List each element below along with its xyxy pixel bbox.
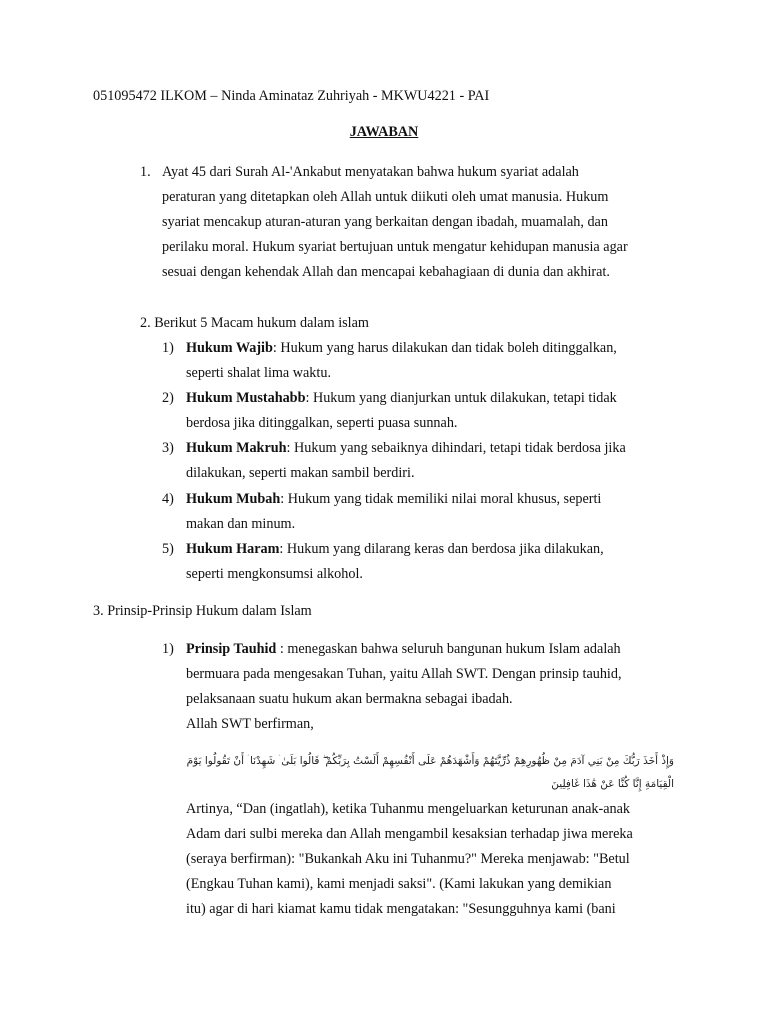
list-item-text: seperti shalat lima waktu. <box>186 365 331 381</box>
answer-1-number: 1. <box>140 164 151 180</box>
list-item-text: : Hukum yang dianjurkan untuk dilakukan, tetapi tidak <box>305 390 617 406</box>
list-item-number: 4) <box>162 491 174 507</box>
list-item-text: makan dan minum. <box>186 516 296 532</box>
list-item-number: 5) <box>162 541 174 557</box>
list-item-term: Hukum Haram <box>186 541 280 557</box>
document-header: 051095472 ILKOM – Ninda Aminataz Zuhriyah - MKWU4221 - PAI <box>93 88 490 104</box>
answer-1-line: peraturan yang ditetapkan oleh Allah untuk diikuti oleh umat manusia. Hukum <box>162 189 609 205</box>
list-item <box>186 340 617 357</box>
list-item-text: : menegaskan bahwa seluruh bangunan hukum Islam adalah <box>276 641 621 657</box>
translation-line: (Engkau Tuhan kami), kami menjadi saksi". (Kami lakukan yang demikian <box>186 876 612 892</box>
translation-line: itu) agar di hari kiamat kamu tidak mengatakan: "Sesungguhnya kami (bani <box>186 901 616 917</box>
list-item-term: Hukum Makruh <box>186 440 287 456</box>
answer-1-line: perilaku moral. Hukum syariat bertujuan untuk mengatur kehidupan manusia agar <box>162 239 628 255</box>
list-item-number: 1) <box>162 641 174 657</box>
answer-1-line: syariat mencakup aturan-aturan yang berkaitan dengan ibadah, muamalah, dan <box>162 214 608 230</box>
list-item-text: : Hukum yang sebaiknya dihindari, tetapi tidak berdosa jika <box>286 440 626 456</box>
list-item-term: Hukum Mubah <box>186 491 281 507</box>
quran-verse: وَإِذْ أَخَذَ رَبُّكَ مِنْ بَنِي آدَمَ مِنْ ظُهُورِهِمْ ذُرِّيَّتَهُمْ وَأَشْهَدَهُمْ عَلَى أَنْفُسِهِمْ أَلَسْتُ بِرَبِّكُمْ ۖ قَالُوا بَلَىٰ ۛ شَهِدْنَا ۛ أَنْ تَقُولُوا يَوْمَ الْقِيَامَةِ إِنَّا كُنَّا عَنْ هَٰذَا غَافِلِينَ <box>186 755 674 790</box>
list-item-term: Prinsip Tauhid <box>186 641 277 657</box>
list-item-text: : Hukum yang harus dilakukan dan tidak boleh ditinggalkan, <box>272 340 617 356</box>
list-item-text: : Hukum yang dilarang keras dan berdosa jika dilakukan, <box>279 541 604 557</box>
list-item-text: seperti mengkonsumsi alkohol. <box>186 566 363 582</box>
list-item <box>186 440 626 457</box>
answer-1-line: sesuai dengan kehendak Allah dan mencapai kebahagiaan di dunia dan akhirat. <box>162 264 610 280</box>
list-item-text: dilakukan, seperti makan sambil berdiri. <box>186 465 415 481</box>
list-item-text: berdosa jika ditinggalkan, seperti puasa sunnah. <box>186 415 458 431</box>
list-item-text: Allah SWT berfirman, <box>186 716 314 732</box>
list-item-number: 1) <box>162 340 174 356</box>
answer-3-intro: 3. Prinsip-Prinsip Hukum dalam Islam <box>93 603 312 619</box>
list-item <box>186 491 601 508</box>
list-item-text: : Hukum yang tidak memiliki nilai moral khusus, seperti <box>280 491 602 507</box>
list-item-number: 3) <box>162 440 174 456</box>
answer-2-intro: 2. Berikut 5 Macam hukum dalam islam <box>140 315 369 331</box>
translation-line: (seraya berfirman): "Bukankah Aku ini Tuhanmu?" Mereka menjawab: "Betul <box>186 851 630 867</box>
list-item-number: 2) <box>162 390 174 406</box>
page-title: JAWABAN <box>349 124 419 140</box>
list-item <box>186 541 604 558</box>
list-item-text: bermuara pada mengesakan Tuhan, yaitu Allah SWT. Dengan prinsip tauhid, <box>186 666 622 682</box>
list-item-term: Hukum Mustahabb <box>186 390 306 406</box>
list-item-term: Hukum Wajib <box>186 340 273 356</box>
translation-line: Artinya, “Dan (ingatlah), ketika Tuhanmu mengeluarkan keturunan anak-anak <box>186 801 631 817</box>
list-item <box>186 641 621 658</box>
list-item <box>186 390 617 407</box>
answer-1-line: Ayat 45 dari Surah Al-'Ankabut menyatakan bahwa hukum syariat adalah <box>162 164 579 180</box>
list-item-text: pelaksanaan suatu hukum akan bermakna sebagai ibadah. <box>186 691 513 707</box>
translation-line: Adam dari sulbi mereka dan Allah mengambil kesaksian terhadap jiwa mereka <box>186 826 633 842</box>
